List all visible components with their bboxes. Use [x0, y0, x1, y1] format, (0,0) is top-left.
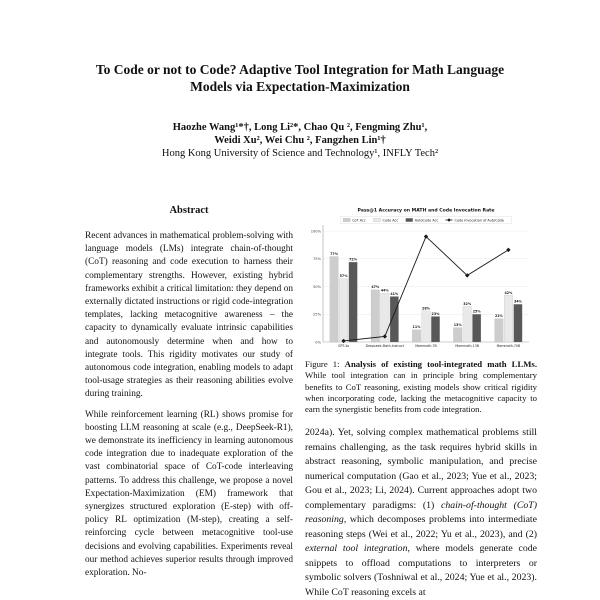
svg-text:GPT-4o: GPT-4o [338, 344, 350, 348]
figure-1-caption [305, 359, 537, 415]
svg-text:42%: 42% [504, 290, 513, 295]
caption-title: Analysis of existing tool-integrated math LLMs. [344, 359, 537, 369]
svg-text:25%: 25% [313, 312, 321, 317]
left-column [85, 205, 293, 600]
page-title [60, 62, 540, 95]
bar-line-chart [306, 203, 536, 353]
svg-text:Code Invocation of AutoCode: Code Invocation of AutoCode [454, 218, 504, 223]
svg-text:34%: 34% [513, 299, 522, 304]
svg-text:Code Acc: Code Acc [382, 218, 399, 223]
svg-text:28%: 28% [422, 306, 430, 311]
svg-text:21%: 21% [494, 314, 503, 319]
svg-text:77%: 77% [330, 251, 339, 256]
svg-text:50%: 50% [313, 284, 321, 289]
svg-text:Mammoth-7B: Mammoth-7B [415, 344, 437, 348]
svg-text:44%: 44% [380, 288, 389, 293]
abstract-heading: Abstract [169, 205, 209, 216]
svg-text:Mammoth-13B: Mammoth-13B [455, 344, 479, 348]
svg-text:AutoCode Acc: AutoCode Acc [414, 218, 439, 223]
svg-text:75%: 75% [313, 257, 321, 262]
svg-text:57%: 57% [339, 274, 348, 279]
caption-body: While tool integration can in principle bring complementary benefits to CoT reasoning, existing models show critical rigidity when incorporating code, lacking the metacognitive capacity to earn the synergistic benefits from code integration. [305, 370, 537, 415]
author-block [60, 121, 540, 160]
svg-text:CoT Acc: CoT Acc [352, 218, 366, 223]
caption-label: Figure 1: [305, 359, 345, 369]
svg-text:32%: 32% [463, 301, 472, 306]
authors-line-2: Weidi Xu², Wei Chu ², Fangzhen Lin¹† [214, 135, 386, 146]
svg-text:13%: 13% [453, 322, 462, 327]
title-line-1: To Code or not to Code? Adaptive Tool Integration for Math Language [95, 62, 505, 77]
svg-text:72%: 72% [349, 257, 358, 262]
title-line-2: Models via Expectation-Maximization [190, 78, 410, 94]
right-column [305, 203, 537, 600]
abstract-paragraph-2: While reinforcement learning (RL) shows promise for boosting LLM reasoning at scale (e.g., DeepSeek-R1), we demonstrate its inefficiency in learning autonomous code integration due to inadequate exploration of the vast combinatorial space of CoT-code interleaving patterns. To address this challenge, we propose a novel Expectation-Maximization (EM) framework that synergizes structured exploration (E-step) with off-policy RL optimization (M-step), creating a self-reinforcing cycle between metacognitive tool-use decisions and evolving capabilities. Experiments reveal our method achieves superior results through improved exploration. No- [85, 409, 293, 579]
svg-text:Pass@1 Accuracy on MATH and Co: Pass@1 Accuracy on MATH and Code Invocation Rate [357, 208, 495, 214]
authors-line-1: Haozhe Wang¹*†, Long Li²*, Chao Qu ², Fengming Zhu¹, [172, 122, 428, 133]
svg-text:11%: 11% [412, 325, 421, 330]
svg-text:47%: 47% [371, 285, 380, 290]
svg-text:23%: 23% [431, 311, 440, 316]
svg-text:Mammoth-70B: Mammoth-70B [496, 344, 521, 348]
svg-text:25%: 25% [472, 309, 481, 314]
svg-text:Deepseek-Math-Instruct: Deepseek-Math-Instruct [365, 344, 404, 348]
figure-1-chart [306, 203, 536, 353]
intro-paragraph: 2024a). Yet, solving complex mathematical problems still remains challenging, as the task requires hybrid skills in abstract reasoning, symbolic manipulation, and precise numerical computation (Gao et al., 2023; Yue et al., 2023; Gou et al., 2023; Li, 2024). Current approaches adopt two complementary paradigms: (1) chain-of-thought (CoT) reasoning, which decomposes problems into intermediate reasoning steps (Wei et al., 2022; Yu et al., 2023), and (2) external tool integration, where models generate code snippets to offload computations to interpreters or symbolic solvers (Toshniwal et al., 2024; Yue et al., 2023). While CoT reasoning excels at [305, 427, 537, 598]
svg-text:0%: 0% [315, 340, 321, 345]
abstract-paragraph-1: Recent advances in mathematical problem-solving with language models (LMs) integrate chain-of-thought (CoT) reasoning and code execution to harness their complementary strengths. However, existing hybrid frameworks exhibit a critical limitation: they depend on externally dictated instructions or rigid code-integration templates, lacking metacognitive awareness – the capacity to dynamically evaluate intrinsic capabilities and autonomously determine when and how to integrate tools. This rigidity motivates our study of autonomous code integration, enabling models to adapt tool-usage strategies as their reasoning abilities evolve during training. [85, 231, 293, 400]
svg-text:41%: 41% [390, 291, 399, 296]
affiliation-line: Hong Kong University of Science and Technology¹, INFLY Tech² [161, 148, 439, 159]
svg-text:100%: 100% [310, 229, 321, 234]
